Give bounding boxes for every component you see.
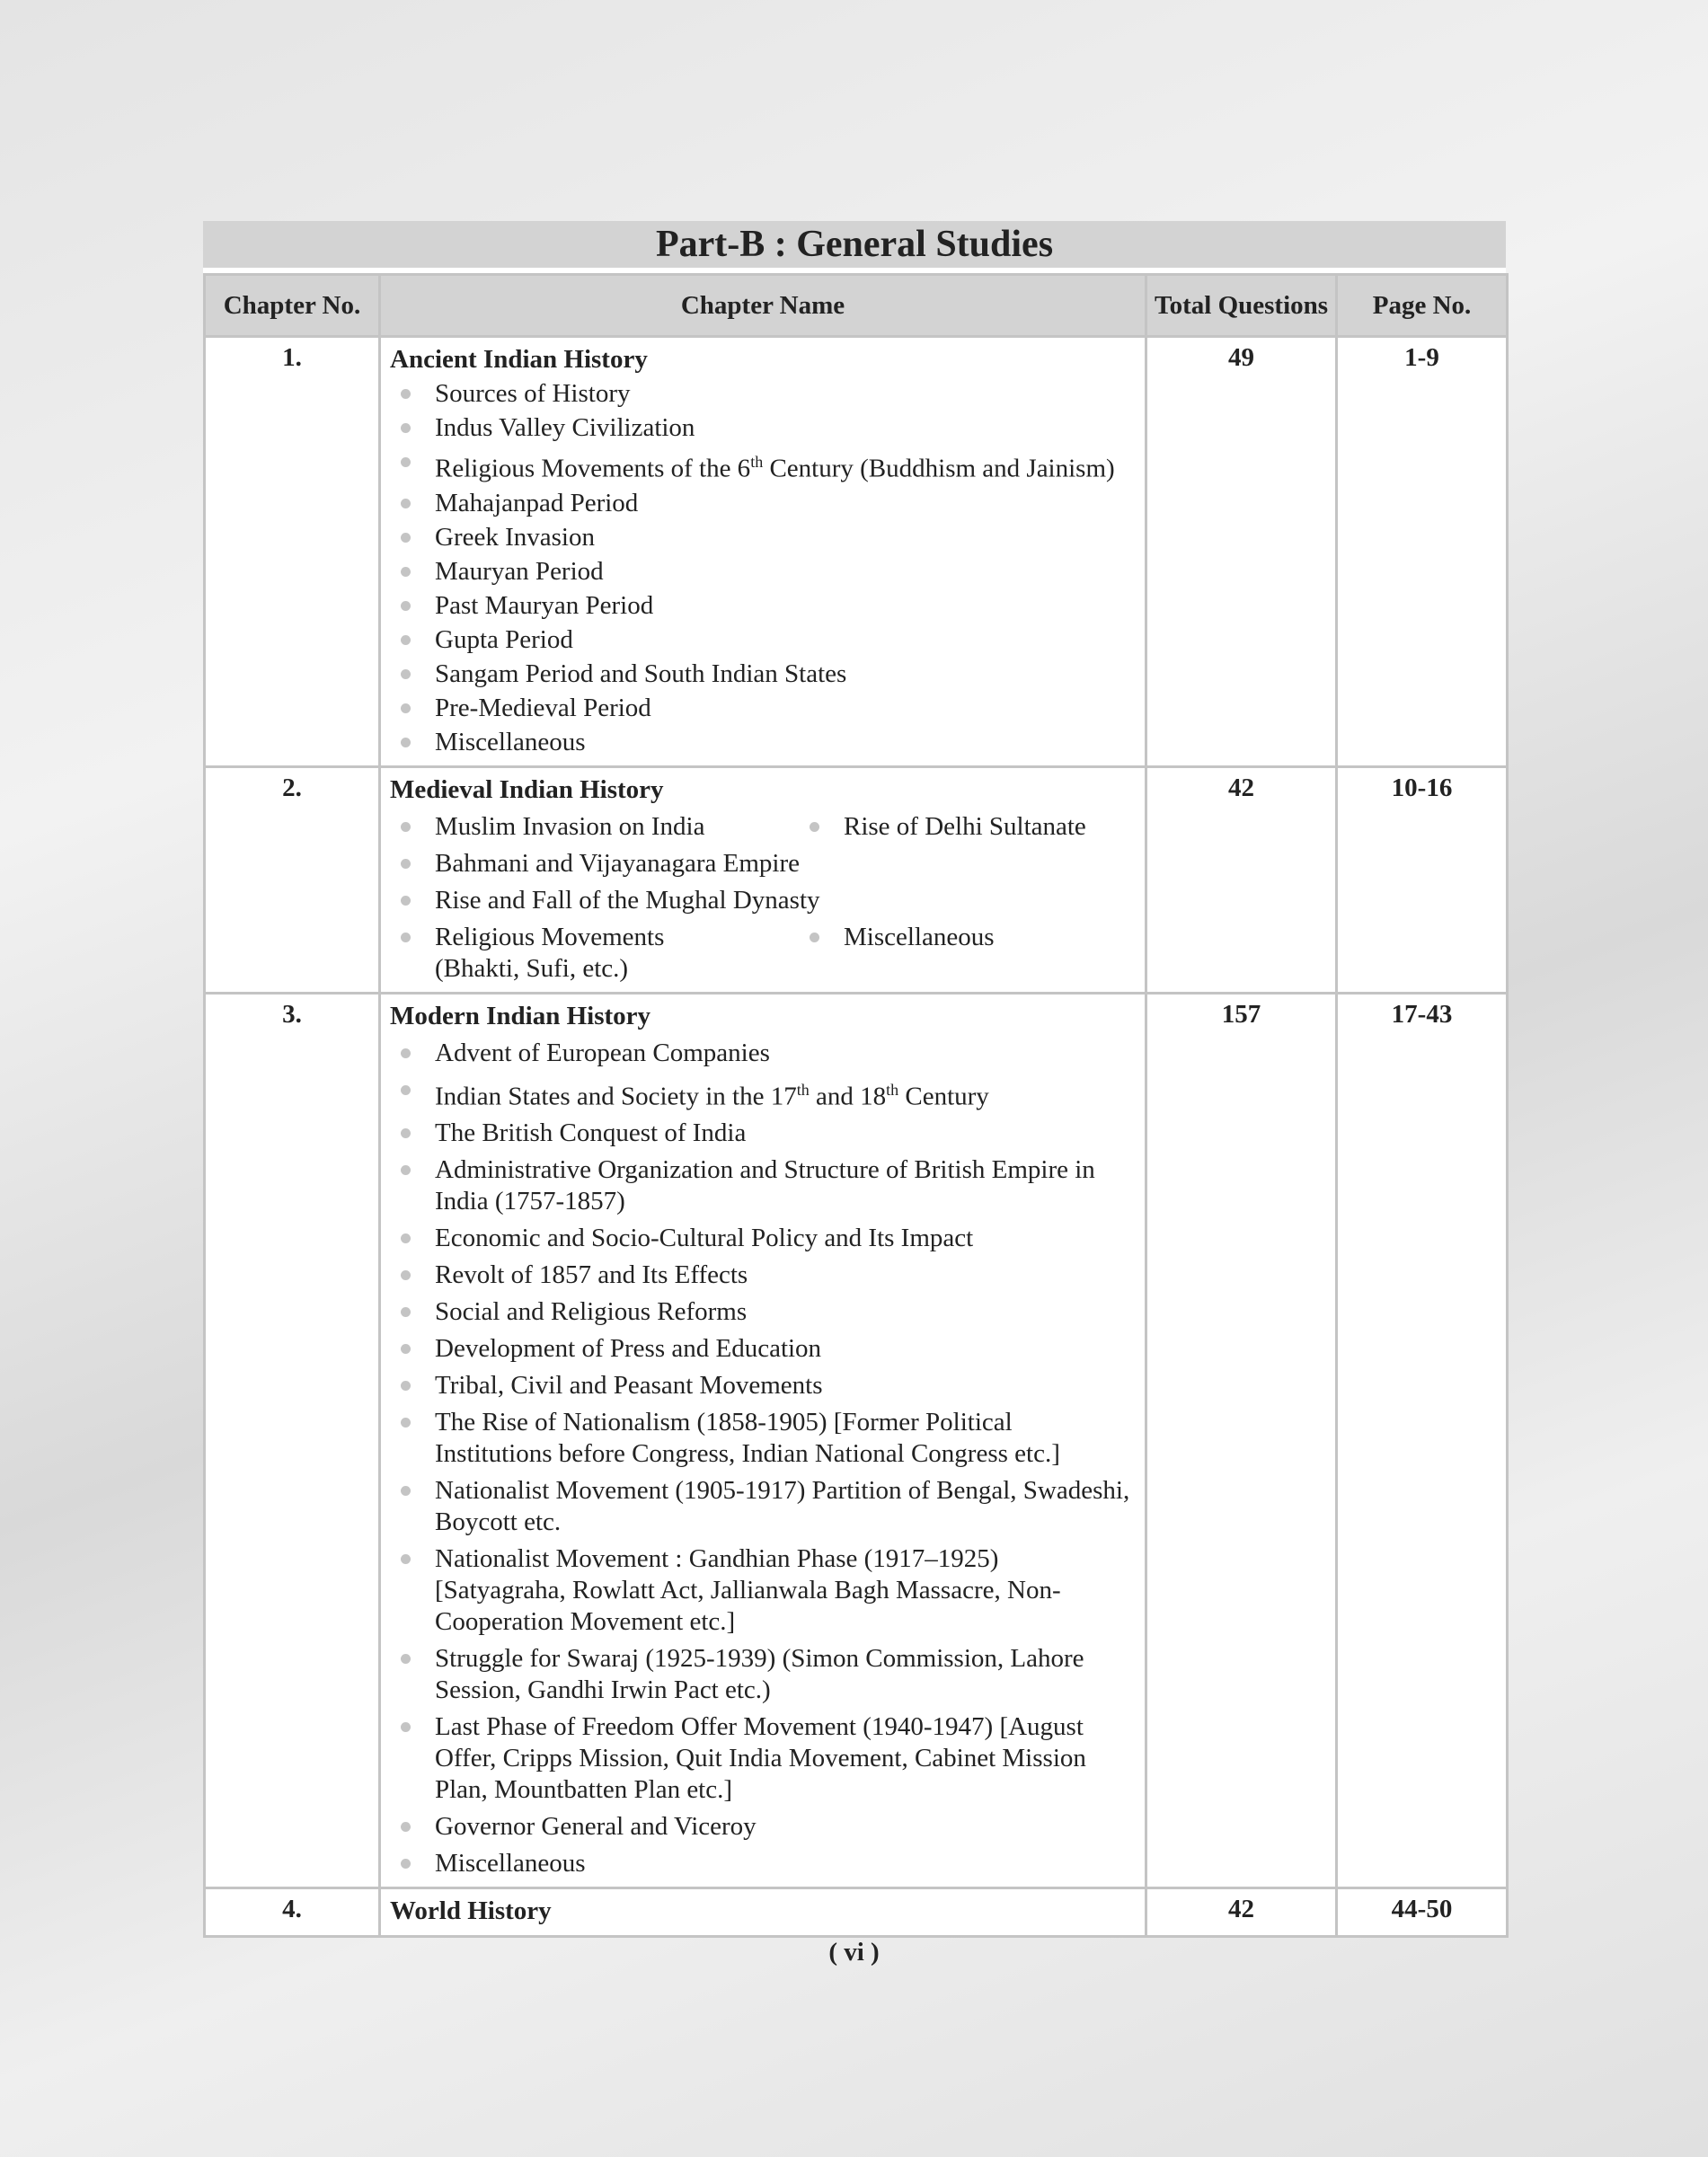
list-item: Miscellaneous — [390, 1848, 1136, 1879]
list-item: Religious Movements (Bhakti, Sufi, etc.) — [390, 922, 799, 985]
list-item: Social and Religious Reforms — [390, 1296, 1136, 1328]
table-header — [205, 275, 1508, 337]
page-range: 17-43 — [1337, 993, 1508, 1888]
table-row — [205, 993, 1508, 1888]
list-item: Revolt of 1857 and Its Effects — [390, 1260, 1136, 1291]
list-item: Governor General and Viceroy — [390, 1811, 1136, 1843]
chapter-no: 3. — [205, 993, 380, 1888]
list-item: Bahmani and Vijayanagara Empire — [390, 848, 1136, 880]
chapter-name: Medieval Indian History — [390, 774, 664, 804]
list-item: Indus Valley Civilization — [390, 412, 1136, 444]
list-item: Religious Movements of the 6th Century (Buddhism and Jainism) — [390, 446, 1136, 485]
list-item: Past Mauryan Period — [390, 590, 1136, 622]
total-questions: 42 — [1146, 1888, 1337, 1937]
contents-page — [203, 221, 1506, 1938]
list-item: Miscellaneous — [799, 922, 1136, 985]
header-page-no: Page No. — [1337, 275, 1508, 337]
chapter-name: World History — [390, 1896, 552, 1926]
page-range: 44-50 — [1337, 1888, 1508, 1937]
chapter-name: Ancient Indian History — [390, 345, 648, 374]
list-item: Miscellaneous — [390, 727, 1136, 758]
list-item: Struggle for Swaraj (1925-1939) (Simon Commission, Lahore Session, Gandhi Irwin Pact etc.) — [390, 1643, 1136, 1706]
page-number: ( vi ) — [828, 1938, 880, 1967]
header-total-questions: Total Questions — [1146, 275, 1337, 337]
total-questions: 42 — [1146, 766, 1337, 993]
list-item: Economic and Socio-Cultural Policy and Its Impact — [390, 1223, 1136, 1254]
table-row — [205, 337, 1508, 767]
list-item: Nationalist Movement (1905-1917) Partition of Bengal, Swadeshi, Boycott etc. — [390, 1475, 1136, 1538]
topic-list — [390, 806, 1136, 985]
header-chapter-name: Chapter Name — [380, 275, 1146, 337]
header-chapter-no: Chapter No. — [205, 275, 380, 337]
list-item: Nationalist Movement : Gandhian Phase (1917–1925) [Satyagraha, Rowlatt Act, Jallianwala Bagh Massacre, Non-Cooperation Movement etc.] — [390, 1543, 1136, 1638]
list-item: Development of Press and Education — [390, 1333, 1136, 1365]
chapter-no: 1. — [205, 337, 380, 767]
table-row — [205, 766, 1508, 993]
list-item: Muslim Invasion on India — [390, 811, 799, 843]
list-item: Mauryan Period — [390, 556, 1136, 588]
chapter-name: Modern Indian History — [390, 1001, 651, 1030]
total-questions: 157 — [1146, 993, 1337, 1888]
list-item: The Rise of Nationalism (1858-1905) [Former Political Institutions before Congress, Indian National Congress etc.] — [390, 1407, 1136, 1470]
list-item: Gupta Period — [390, 624, 1136, 656]
list-item: Pre-Medieval Period — [390, 693, 1136, 724]
list-item: Tribal, Civil and Peasant Movements — [390, 1370, 1136, 1401]
chapter-no: 4. — [205, 1888, 380, 1937]
topic-list — [390, 378, 1136, 758]
list-item: Rise and Fall of the Mughal Dynasty — [390, 885, 1136, 916]
list-item: The British Conquest of India — [390, 1118, 1136, 1149]
chapter-no: 2. — [205, 766, 380, 993]
contents-table — [203, 273, 1509, 1938]
list-item: Greek Invasion — [390, 522, 1136, 553]
list-item: Rise of Delhi Sultanate — [799, 811, 1136, 843]
section-title: Part-B : General Studies — [203, 221, 1506, 273]
topic-list — [390, 1038, 1136, 1880]
list-item: Sangam Period and South Indian States — [390, 659, 1136, 690]
list-item: Mahajanpad Period — [390, 488, 1136, 519]
page-range: 10-16 — [1337, 766, 1508, 993]
list-item: Last Phase of Freedom Offer Movement (1940-1947) [August Offer, Cripps Mission, Quit India Movement, Cabinet Mission Plan, Mountbatten Plan etc.] — [390, 1711, 1136, 1806]
page-range: 1-9 — [1337, 337, 1508, 767]
list-item: Sources of History — [390, 378, 1136, 410]
total-questions: 49 — [1146, 337, 1337, 767]
list-item: Administrative Organization and Structure of British Empire in India (1757-1857) — [390, 1154, 1136, 1217]
list-item: Advent of European Companies — [390, 1038, 1136, 1069]
table-row — [205, 1888, 1508, 1937]
list-item: Indian States and Society in the 17th and 18th Century — [390, 1074, 1136, 1113]
